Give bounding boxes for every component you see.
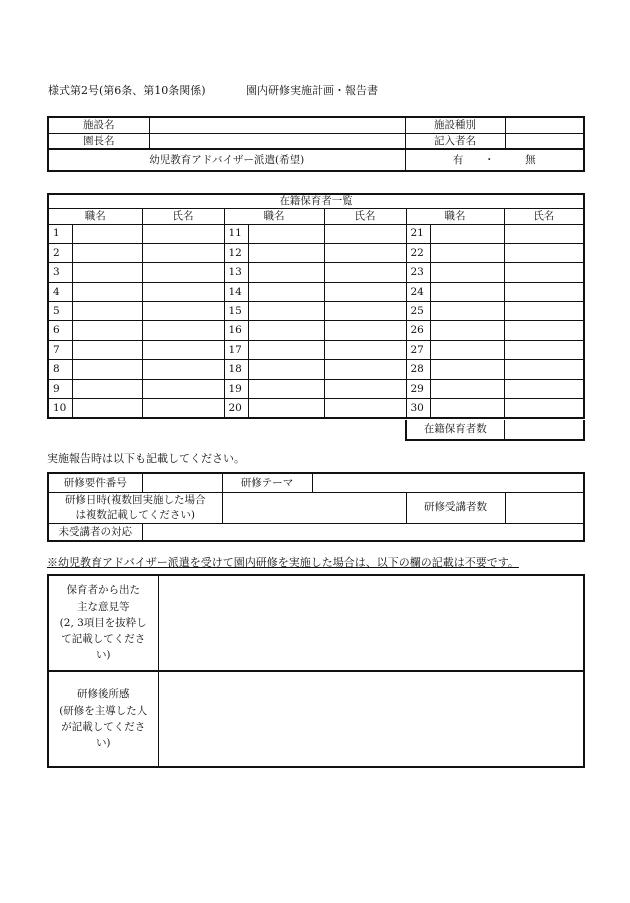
staff-name-field[interactable] bbox=[324, 224, 406, 243]
opinions-label-line3: (2, 3項目を抜粋し bbox=[59, 616, 147, 629]
comments-table bbox=[47, 574, 585, 768]
staff-name-field[interactable] bbox=[504, 379, 584, 398]
date-label-line2: は複数記載してください) bbox=[75, 508, 196, 521]
staff-name-field[interactable] bbox=[324, 243, 406, 262]
staff-name-field[interactable] bbox=[324, 282, 406, 301]
staff-position-field[interactable] bbox=[248, 321, 324, 340]
opinions-label-line5: い) bbox=[95, 649, 111, 662]
impressions-field[interactable] bbox=[158, 671, 584, 767]
staff-number: 21 bbox=[406, 224, 430, 243]
staff-row bbox=[48, 263, 584, 282]
date-label bbox=[48, 492, 222, 523]
name-header-1: 氏名 bbox=[142, 208, 224, 224]
staff-row bbox=[48, 243, 584, 262]
writer-name-field[interactable] bbox=[505, 133, 584, 149]
position-header-2: 職名 bbox=[224, 208, 324, 224]
staff-row bbox=[48, 379, 584, 398]
staff-position-field[interactable] bbox=[72, 243, 142, 262]
staff-number: 11 bbox=[224, 224, 248, 243]
staff-position-field[interactable] bbox=[72, 379, 142, 398]
facility-info-table bbox=[47, 116, 585, 172]
staff-number: 17 bbox=[224, 340, 248, 359]
principal-name-field[interactable] bbox=[149, 133, 405, 149]
staff-name-field[interactable] bbox=[142, 340, 224, 359]
staff-number: 7 bbox=[48, 340, 72, 359]
staff-name-field[interactable] bbox=[324, 360, 406, 379]
principal-name-label: 園長名 bbox=[48, 133, 149, 149]
staff-name-field[interactable] bbox=[142, 321, 224, 340]
impressions-label-line3: が記載してくださ bbox=[61, 721, 146, 733]
staff-row bbox=[48, 360, 584, 379]
impressions-label-line2: (研修を主導した人 bbox=[59, 704, 148, 717]
staff-number: 10 bbox=[48, 399, 72, 418]
staff-position-field[interactable] bbox=[248, 302, 324, 321]
staff-number: 16 bbox=[224, 321, 248, 340]
total-staff-field[interactable] bbox=[504, 420, 584, 440]
staff-number: 28 bbox=[406, 360, 430, 379]
staff-name-field[interactable] bbox=[504, 360, 584, 379]
staff-number: 14 bbox=[224, 282, 248, 301]
staff-name-field[interactable] bbox=[504, 302, 584, 321]
impressions-label-line4: い) bbox=[95, 737, 111, 750]
advisor-notice: ※幼児教育アドバイザー派遣を受けて園内研修を実施した場合は、以下の欄の記載は不要です。 bbox=[47, 556, 519, 569]
staff-position-field[interactable] bbox=[248, 379, 324, 398]
name-header-3: 氏名 bbox=[504, 208, 584, 224]
staff-number: 2 bbox=[48, 243, 72, 262]
staff-position-field[interactable] bbox=[430, 263, 504, 282]
position-header-3: 職名 bbox=[406, 208, 504, 224]
staff-position-field[interactable] bbox=[248, 340, 324, 359]
staff-name-field[interactable] bbox=[504, 340, 584, 359]
staff-name-field[interactable] bbox=[142, 282, 224, 301]
attendees-field[interactable] bbox=[505, 492, 584, 523]
staff-position-field[interactable] bbox=[248, 243, 324, 262]
staff-name-field[interactable] bbox=[324, 321, 406, 340]
staff-number: 5 bbox=[48, 302, 72, 321]
facility-type-label: 施設種別 bbox=[405, 117, 505, 133]
total-staff-table bbox=[405, 420, 585, 441]
staff-position-field[interactable] bbox=[248, 399, 324, 418]
staff-name-field[interactable] bbox=[324, 340, 406, 359]
advisor-no[interactable]: 無 bbox=[525, 153, 536, 166]
staff-name-field[interactable] bbox=[324, 302, 406, 321]
advisor-dot: ・ bbox=[484, 153, 495, 166]
staff-name-field[interactable] bbox=[504, 321, 584, 340]
form-reference: 様式第2号(第6条、第10条関係) bbox=[48, 84, 206, 97]
staff-number: 19 bbox=[224, 379, 248, 398]
staff-number: 6 bbox=[48, 321, 72, 340]
staff-name-field[interactable] bbox=[142, 263, 224, 282]
staff-number: 23 bbox=[406, 263, 430, 282]
advisor-request-choice[interactable] bbox=[405, 149, 584, 171]
staff-list-title: 在籍保育者一覧 bbox=[48, 194, 584, 208]
staff-number: 8 bbox=[48, 360, 72, 379]
staff-row bbox=[48, 302, 584, 321]
staff-number: 12 bbox=[224, 243, 248, 262]
staff-number: 20 bbox=[224, 399, 248, 418]
staff-position-field[interactable] bbox=[430, 224, 504, 243]
staff-position-field[interactable] bbox=[72, 399, 142, 418]
req-no-field[interactable] bbox=[142, 473, 222, 492]
staff-name-field[interactable] bbox=[142, 224, 224, 243]
staff-position-field[interactable] bbox=[430, 321, 504, 340]
staff-name-field[interactable] bbox=[504, 263, 584, 282]
staff-position-field[interactable] bbox=[430, 379, 504, 398]
staff-number: 26 bbox=[406, 321, 430, 340]
staff-name-field[interactable] bbox=[324, 399, 406, 418]
staff-name-field[interactable] bbox=[142, 243, 224, 262]
date-field[interactable] bbox=[222, 492, 406, 523]
staff-position-field[interactable] bbox=[72, 224, 142, 243]
advisor-request-label: 幼児教育アドバイザー派遣(希望) bbox=[48, 149, 405, 171]
report-note: 実施報告時は以下も記載してください。 bbox=[47, 452, 245, 465]
staff-number: 4 bbox=[48, 282, 72, 301]
staff-name-field[interactable] bbox=[142, 360, 224, 379]
staff-number: 18 bbox=[224, 360, 248, 379]
facility-name-label: 施設名 bbox=[48, 117, 149, 133]
staff-position-field[interactable] bbox=[72, 321, 142, 340]
staff-number: 3 bbox=[48, 263, 72, 282]
facility-name-field[interactable] bbox=[149, 117, 405, 133]
opinions-label-line4: て記載してくださ bbox=[61, 633, 146, 646]
attendees-label: 研修受講者数 bbox=[406, 492, 505, 523]
staff-name-field[interactable] bbox=[142, 302, 224, 321]
staff-row bbox=[48, 224, 584, 243]
staff-row bbox=[48, 340, 584, 359]
staff-number: 24 bbox=[406, 282, 430, 301]
staff-number: 1 bbox=[48, 224, 72, 243]
staff-position-field[interactable] bbox=[248, 224, 324, 243]
non-attendee-label: 未受講者の対応 bbox=[48, 523, 142, 541]
impressions-label bbox=[48, 671, 158, 767]
staff-position-field[interactable] bbox=[72, 263, 142, 282]
document-title: 園内研修実施計画・報告書 bbox=[246, 84, 378, 97]
opinions-label bbox=[48, 575, 158, 671]
name-header-2: 氏名 bbox=[324, 208, 406, 224]
staff-position-field[interactable] bbox=[248, 282, 324, 301]
staff-position-field[interactable] bbox=[430, 302, 504, 321]
opinions-field[interactable] bbox=[158, 575, 584, 671]
staff-row bbox=[48, 321, 584, 340]
staff-number: 30 bbox=[406, 399, 430, 418]
writer-name-label: 記入者名 bbox=[405, 133, 505, 149]
staff-number: 27 bbox=[406, 340, 430, 359]
staff-name-field[interactable] bbox=[504, 224, 584, 243]
staff-position-field[interactable] bbox=[430, 360, 504, 379]
staff-position-field[interactable] bbox=[430, 282, 504, 301]
staff-position-field[interactable] bbox=[72, 360, 142, 379]
non-attendee-field[interactable] bbox=[142, 523, 584, 541]
staff-name-field[interactable] bbox=[324, 379, 406, 398]
staff-position-field[interactable] bbox=[248, 263, 324, 282]
opinions-label-line2: 主な意見等 bbox=[77, 600, 130, 613]
staff-name-field[interactable] bbox=[142, 379, 224, 398]
staff-name-field[interactable] bbox=[504, 243, 584, 262]
theme-field[interactable] bbox=[312, 473, 584, 492]
total-staff-label: 在籍保育者数 bbox=[406, 420, 504, 440]
staff-list-table bbox=[47, 193, 585, 419]
staff-name-field[interactable] bbox=[504, 282, 584, 301]
staff-number: 25 bbox=[406, 302, 430, 321]
position-header-1: 職名 bbox=[48, 208, 142, 224]
impressions-label-line1: 研修後所感 bbox=[77, 688, 130, 701]
staff-number: 22 bbox=[406, 243, 430, 262]
advisor-yes[interactable]: 有 bbox=[452, 153, 464, 166]
date-label-line1: 研修日時(複数回実施した場合 bbox=[64, 494, 206, 507]
staff-position-field[interactable] bbox=[72, 282, 142, 301]
training-details-table bbox=[47, 472, 585, 542]
req-no-label: 研修要件番号 bbox=[48, 473, 142, 492]
staff-position-field[interactable] bbox=[430, 340, 504, 359]
staff-number: 9 bbox=[48, 379, 72, 398]
staff-position-field[interactable] bbox=[72, 340, 142, 359]
staff-position-field[interactable] bbox=[430, 243, 504, 262]
staff-position-field[interactable] bbox=[248, 360, 324, 379]
staff-row bbox=[48, 399, 584, 418]
staff-name-field[interactable] bbox=[324, 263, 406, 282]
staff-name-field[interactable] bbox=[142, 399, 224, 418]
staff-number: 13 bbox=[224, 263, 248, 282]
staff-row bbox=[48, 282, 584, 301]
opinions-label-line1: 保育者から出た bbox=[66, 584, 140, 597]
facility-type-field[interactable] bbox=[505, 117, 584, 133]
staff-number: 15 bbox=[224, 302, 248, 321]
theme-label: 研修テーマ bbox=[222, 473, 312, 492]
staff-number: 29 bbox=[406, 379, 430, 398]
staff-position-field[interactable] bbox=[430, 399, 504, 418]
staff-position-field[interactable] bbox=[72, 302, 142, 321]
staff-name-field[interactable] bbox=[504, 399, 584, 418]
